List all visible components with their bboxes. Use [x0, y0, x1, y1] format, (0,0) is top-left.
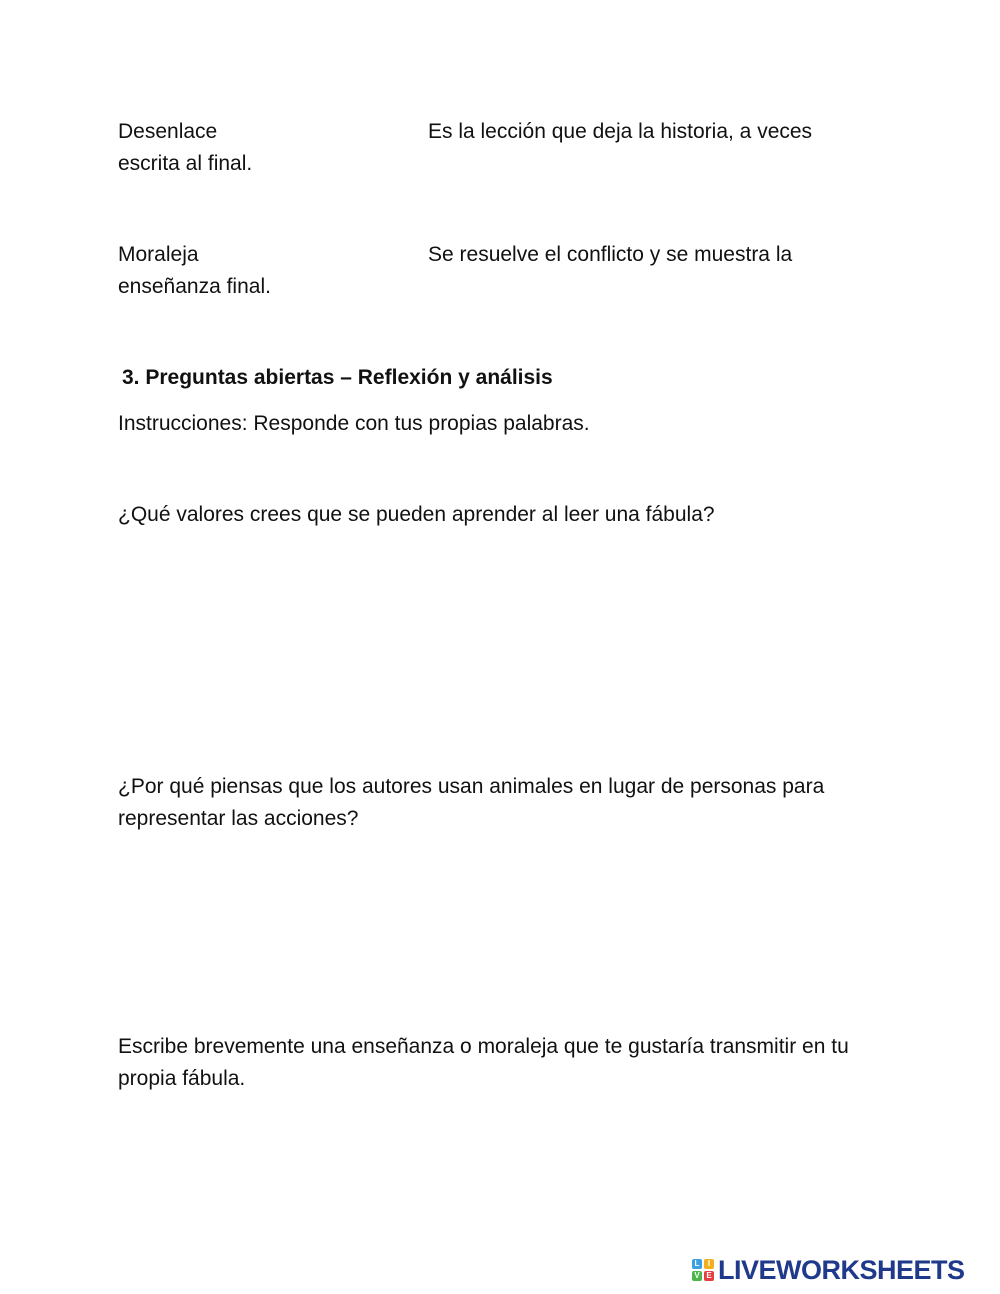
logo-mark-icon	[692, 1259, 714, 1281]
definition-2-line-2: enseñanza final.	[118, 275, 271, 298]
question-3-line-2: propia fábula.	[118, 1067, 246, 1090]
term-desenlace: Desenlace	[118, 120, 218, 143]
question-3-line-1: Escribe brevemente una enseñanza o moraleja que te gustaría transmitir en tu	[118, 1035, 849, 1058]
liveworksheets-logo	[692, 1255, 965, 1285]
question-2-line-1: ¿Por qué piensas que los autores usan animales en lugar de personas para	[118, 775, 825, 798]
definition-1-line-2: escrita al final.	[118, 152, 253, 175]
logo-mark-tile-i: I	[704, 1259, 714, 1269]
logo-text: LIVEWORKSHEETS	[718, 1254, 965, 1285]
logo-mark-tile-e: E	[704, 1271, 714, 1281]
question-1: ¿Qué valores crees que se pueden aprender al leer una fábula?	[118, 503, 715, 526]
definition-2-line-1: Se resuelve el conflicto y se muestra la	[428, 243, 793, 266]
section-3-heading: 3. Preguntas abiertas – Reflexión y análisis	[122, 366, 553, 389]
definition-1-line-1: Es la lección que deja la historia, a veces	[428, 120, 813, 143]
section-3-instructions: Instrucciones: Responde con tus propias palabras.	[118, 412, 590, 435]
logo-mark-tile-v: V	[692, 1271, 702, 1281]
term-moraleja: Moraleja	[118, 243, 199, 266]
question-2-line-2: representar las acciones?	[118, 807, 359, 830]
logo-mark-tile-l: L	[692, 1259, 702, 1269]
